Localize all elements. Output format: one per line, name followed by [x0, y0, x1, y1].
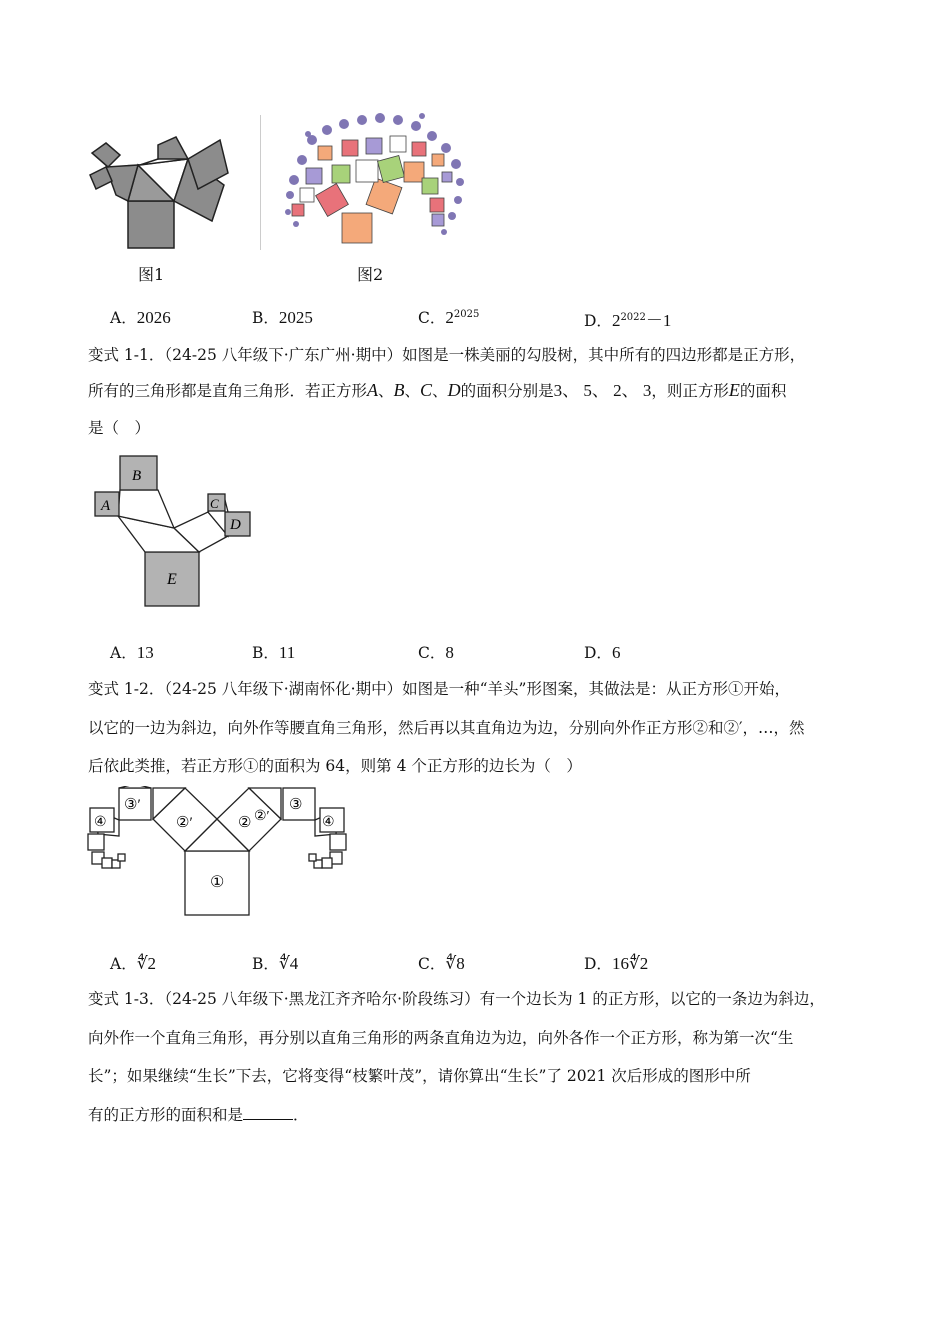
q1-option-c: C．$2^{2025}$: [418, 308, 480, 327]
v11-option-c: C．8: [418, 643, 454, 662]
v12-label-2-prime-right: ②′: [254, 809, 270, 824]
v12-label-4-right: ④: [322, 815, 335, 830]
v12-option-d: D．16∜2: [584, 954, 649, 973]
v13-line-1: 变式 1-3．（24-25 八年级下·黑龙江齐齐哈尔·阶段练习）有一个边长为 1 的正方形，以它的一条边为斜边，: [88, 990, 825, 1008]
v12-ram-head-figure: [86, 786, 350, 918]
v11-option-d: D．6: [584, 643, 621, 662]
v12-line-1: 变式 1-2．（24-25 八年级下·湖南怀化·期中）如图是一种“羊头”形图案，其做法是：从正方形①开始，: [88, 680, 790, 698]
v13-line-4: 有的正方形的面积和是 ．: [88, 1106, 309, 1124]
q1-option-b: B．2025: [252, 308, 313, 327]
figure-1-caption: 图1: [138, 265, 165, 284]
v11-option-a: A．13: [110, 643, 154, 662]
v12-label-2-prime: ②′: [176, 815, 193, 831]
v12-label-3-prime: ③′: [124, 797, 141, 813]
q1-option-a: A．2026: [110, 308, 171, 327]
v12-line-2: 以它的一边为斜边，向外作等腰直角三角形，然后再以其直角边为边，分别向外作正方形②和②′，…，然: [88, 719, 805, 737]
v11-line-1: 变式 1-1．（24-25 八年级下·广东广州·期中）如图是一株美丽的勾股树，其中所有的四边形都是正方形，: [88, 346, 806, 364]
v12-label-4-left: ④: [94, 815, 107, 830]
v12-option-b: B．∜4: [252, 954, 299, 973]
v11-line-2: 所有的三角形都是直角三角形．若正方形A、B、C、D的面积分别是3、 5、 2、 3，则正方形E的面积: [88, 380, 787, 400]
v11-option-b: B．11: [252, 643, 296, 662]
v11-label-d: D: [230, 517, 241, 533]
v12-option-c: C．∜8: [418, 954, 465, 973]
v13-line-2: 向外作一个直角三角形，再分别以直角三角形的两条直角边为边，向外各作一个正方形，称为第一次“生: [88, 1029, 794, 1047]
v13-line-3: 长”；如果继续“生长”下去，它将变得“枝繁叶茂”，请你算出“生长”了 2021 次后形成的图形中所: [88, 1067, 751, 1085]
v11-line-3: 是（ ）: [88, 419, 151, 437]
v11-label-c: C: [210, 496, 219, 511]
answer-blank[interactable]: [243, 1105, 293, 1120]
v11-figure: [92, 452, 254, 610]
figure-divider: [260, 115, 261, 250]
q1-option-d: D．$2^{2022}-1$: [584, 311, 672, 330]
v12-option-a: A．∜2: [110, 954, 157, 973]
v12-label-3: ③: [289, 797, 303, 813]
v12-label-1: ①: [210, 874, 225, 891]
v11-label-a: A: [101, 498, 111, 514]
v11-label-b: B: [132, 468, 142, 484]
v12-line-3: 后依此类推，若正方形①的面积为 64，则第 4 个正方形的边长为（ ）: [88, 757, 582, 775]
figure-2-colored-pythagoras-tree: [282, 110, 472, 250]
v12-label-2: ②: [238, 815, 252, 831]
figure-1-pythagoras-tree: [80, 115, 240, 255]
figure-2-caption: 图2: [357, 265, 384, 284]
v11-label-e: E: [167, 571, 177, 588]
